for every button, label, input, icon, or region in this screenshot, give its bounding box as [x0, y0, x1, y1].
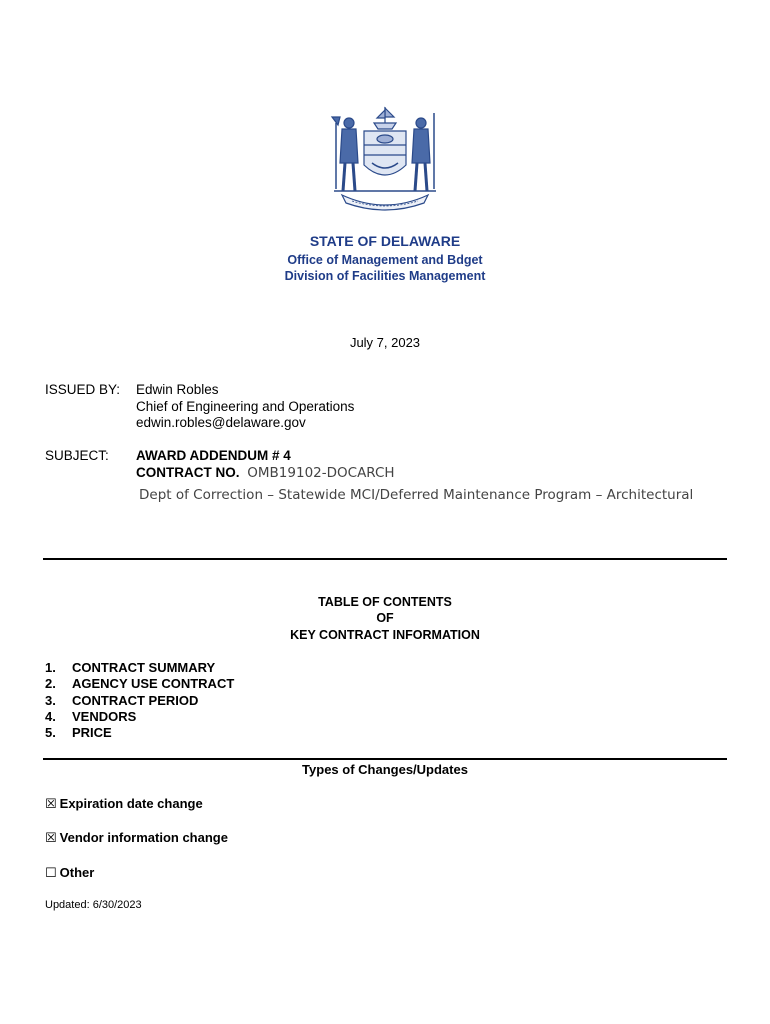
- list-item-label: AGENCY USE CONTRACT: [72, 676, 235, 692]
- toc-heading-line2: OF: [376, 611, 394, 625]
- contract-number: OMB19102-DOCARCH: [247, 465, 395, 481]
- contract-number-row: [136, 465, 395, 481]
- list-item: [45, 693, 234, 709]
- contract-number-label: CONTRACT NO.: [136, 465, 240, 480]
- changes-heading: Types of Changes/Updates: [302, 762, 468, 777]
- change-option-other: [45, 865, 94, 881]
- toc-heading-line3: KEY CONTRACT INFORMATION: [290, 628, 480, 642]
- checked-box-icon: ☒: [45, 797, 57, 812]
- list-item-label: CONTRACT PERIOD: [72, 692, 199, 708]
- list-item-number: 4.: [45, 708, 56, 724]
- issuer-name: Edwin Robles: [136, 382, 219, 397]
- state-title: STATE OF DELAWARE: [309, 233, 461, 249]
- document-date: July 7, 2023: [349, 335, 421, 350]
- agency-division: Division of Facilities Management: [284, 269, 486, 283]
- contract-description: Dept of Correction – Statewide MCI/Deferred Maintenance Program – Architectural: [139, 487, 694, 503]
- list-item: [45, 676, 234, 692]
- award-addendum: AWARD ADDENDUM # 4: [136, 448, 291, 463]
- list-item-number: 2.: [45, 676, 56, 692]
- list-item: [45, 725, 234, 741]
- state-seal-image: [312, 93, 458, 215]
- issuer-title: Chief of Engineering and Operations: [136, 399, 355, 414]
- toc-list: [45, 660, 234, 741]
- checked-box-icon: ☒: [45, 831, 57, 846]
- change-option-expiration: [45, 796, 203, 812]
- change-option-vendor: [45, 830, 228, 846]
- updated-date: Updated: 6/30/2023: [45, 899, 142, 911]
- section-divider: [43, 558, 727, 560]
- toc-heading-line1: TABLE OF CONTENTS: [318, 595, 452, 609]
- change-option-label: Vendor information change: [59, 830, 228, 845]
- section-divider: [43, 758, 727, 760]
- issued-by-label: ISSUED BY:: [45, 382, 121, 397]
- list-item-label: CONTRACT SUMMARY: [72, 660, 216, 675]
- list-item-number: 5.: [45, 725, 56, 741]
- change-option-label: Other: [59, 865, 95, 880]
- list-item: [45, 660, 234, 676]
- agency-office: Office of Management and Bdget: [287, 253, 483, 267]
- list-item-label: PRICE: [72, 725, 112, 741]
- list-item-number: 1.: [45, 660, 56, 675]
- list-item-label: VENDORS: [72, 708, 137, 724]
- issuer-email: edwin.robles@delaware.gov: [136, 415, 306, 430]
- subject-label: SUBJECT:: [45, 448, 109, 463]
- change-option-label: Expiration date change: [59, 796, 203, 811]
- list-item: [45, 709, 234, 725]
- unchecked-box-icon: ☐: [45, 866, 57, 881]
- list-item-number: 3.: [45, 692, 56, 708]
